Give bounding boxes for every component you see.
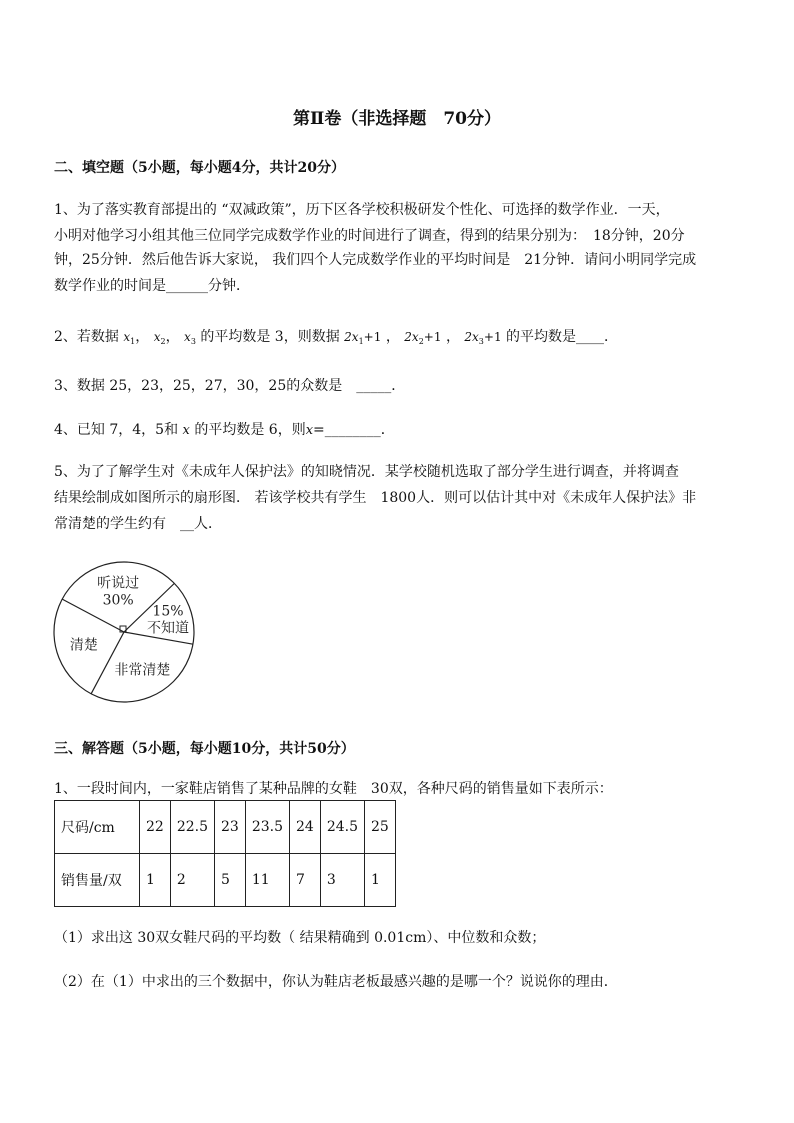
question-2-2: 2、若数据 $x_1$， $x_2$， $x_3$ 的平均数是 3，则数据 $2x_1+1$ ， $2x_2+1$ ， $2x_3+1$ 的平均数是____． [54,329,619,346]
q4-prefix: 4、已知 7，4，5和 [54,422,179,438]
table-cell: 5 [215,854,246,907]
question-3-1-intro: 1、一段时间内，一家鞋店销售了某种品牌的女鞋 30双，各种尺码的销售量如下表所示： [54,781,613,797]
q5-line-3: 常清楚的学生约有 __人． [54,516,222,532]
table-cell: 3 [320,854,364,907]
table-row [55,854,396,907]
table-cell: 25 [365,801,396,854]
q2-expr-3: $2x_3+1$ [464,330,502,346]
table-cell: 22 [140,801,171,854]
q5-line-2: 结果绘制成如图所示的扇形图． 若该学校共有学生 1800人．则可以估计其中对《未成年人保护法》非 [54,490,697,506]
table-row [55,801,396,854]
q2-expr-2: $2x_2+1$ [404,330,442,346]
question-3-1-part-1: （1）求出这 30双女鞋尺码的平均数（ 结果精确到 0.01cm）、中位数和众数； [54,930,546,946]
pie-slice-label: 15%不知道 [146,603,189,637]
q2-var-x1: $x_1$ [123,330,136,346]
question-2-4 [54,420,395,441]
table-cell: 销售量/双 [55,854,140,907]
pie-slice-label: 清楚 [69,637,98,654]
table-cell: 2 [170,854,214,907]
q2-mid: 的平均数是 3，则数据 [200,329,340,345]
table-cell: 23.5 [245,801,289,854]
q2-sep: ， [135,329,150,345]
q1-line-1: 1、为了落实教育部提出的 “双减政策”，历下区各学校积极研发个性化、可选择的数学作业．一天， [54,202,670,218]
q1-line-4: 数学作业的时间是______分钟． [54,278,250,294]
pie-chart [50,560,210,710]
section-heading-fill-in: 二、填空题（5小题，每小题4分，共计20分） [54,160,345,176]
q5-line-1: 5、为了了解学生对《未成年人保护法》的知晓情况．某学校随机选取了部分学生进行调查，并将调查 [54,464,679,480]
table-cell: 7 [290,854,321,907]
q2-prefix: 2、若数据 [54,329,119,345]
table-cell: 23 [215,801,246,854]
q1-line-2: 小明对他学习小组其他三位同学完成数学作业的时间进行了调查，得到的结果分别为： 18分钟，20分 [54,228,685,244]
pie-slice-label: 听说过 30% [97,575,140,609]
q2-var-x2: $x_2$ [153,330,166,346]
page-title: 第Ⅱ卷（非选择题 70分） [293,109,501,129]
table-cell: 1 [365,854,396,907]
q2-var-x3: $x_3$ [184,330,196,346]
section-heading-solve: 三、解答题（5小题，每小题10分，共计50分） [54,741,355,757]
question-2-3: 3、数据 25，23，25，27，30，25的众数是 _____． [54,378,406,394]
table-cell: 11 [245,854,289,907]
q4-var-x: x [182,423,190,438]
table-cell: 24 [290,801,321,854]
q4-var-x-2: x [305,423,314,438]
table-cell: 22.5 [170,801,214,854]
pie-slice-label: 非常清楚 [114,662,171,679]
table-cell: 24.5 [320,801,364,854]
shoe-size-table [54,800,396,907]
q2-suffix: 的平均数是____． [506,329,619,345]
table-cell: 尺码/cm [55,801,140,854]
q4-mid: 的平均数是 6，则 [194,422,306,438]
q2-sep: ， [165,329,180,345]
question-3-1-part-2: （2）在（1）中求出的三个数据中，你认为鞋店老板最感兴趣的是哪一个？说说你的理由． [54,974,618,990]
q4-suffix: =________． [313,422,395,438]
q1-line-3: 钟，25分钟．然后他告诉大家说， 我们四个人完成数学作业的平均时间是 21分钟．请问小明同学完成 [54,252,697,268]
table-cell: 1 [140,854,171,907]
q2-expr-1: $2x_1+1$ [344,330,382,346]
